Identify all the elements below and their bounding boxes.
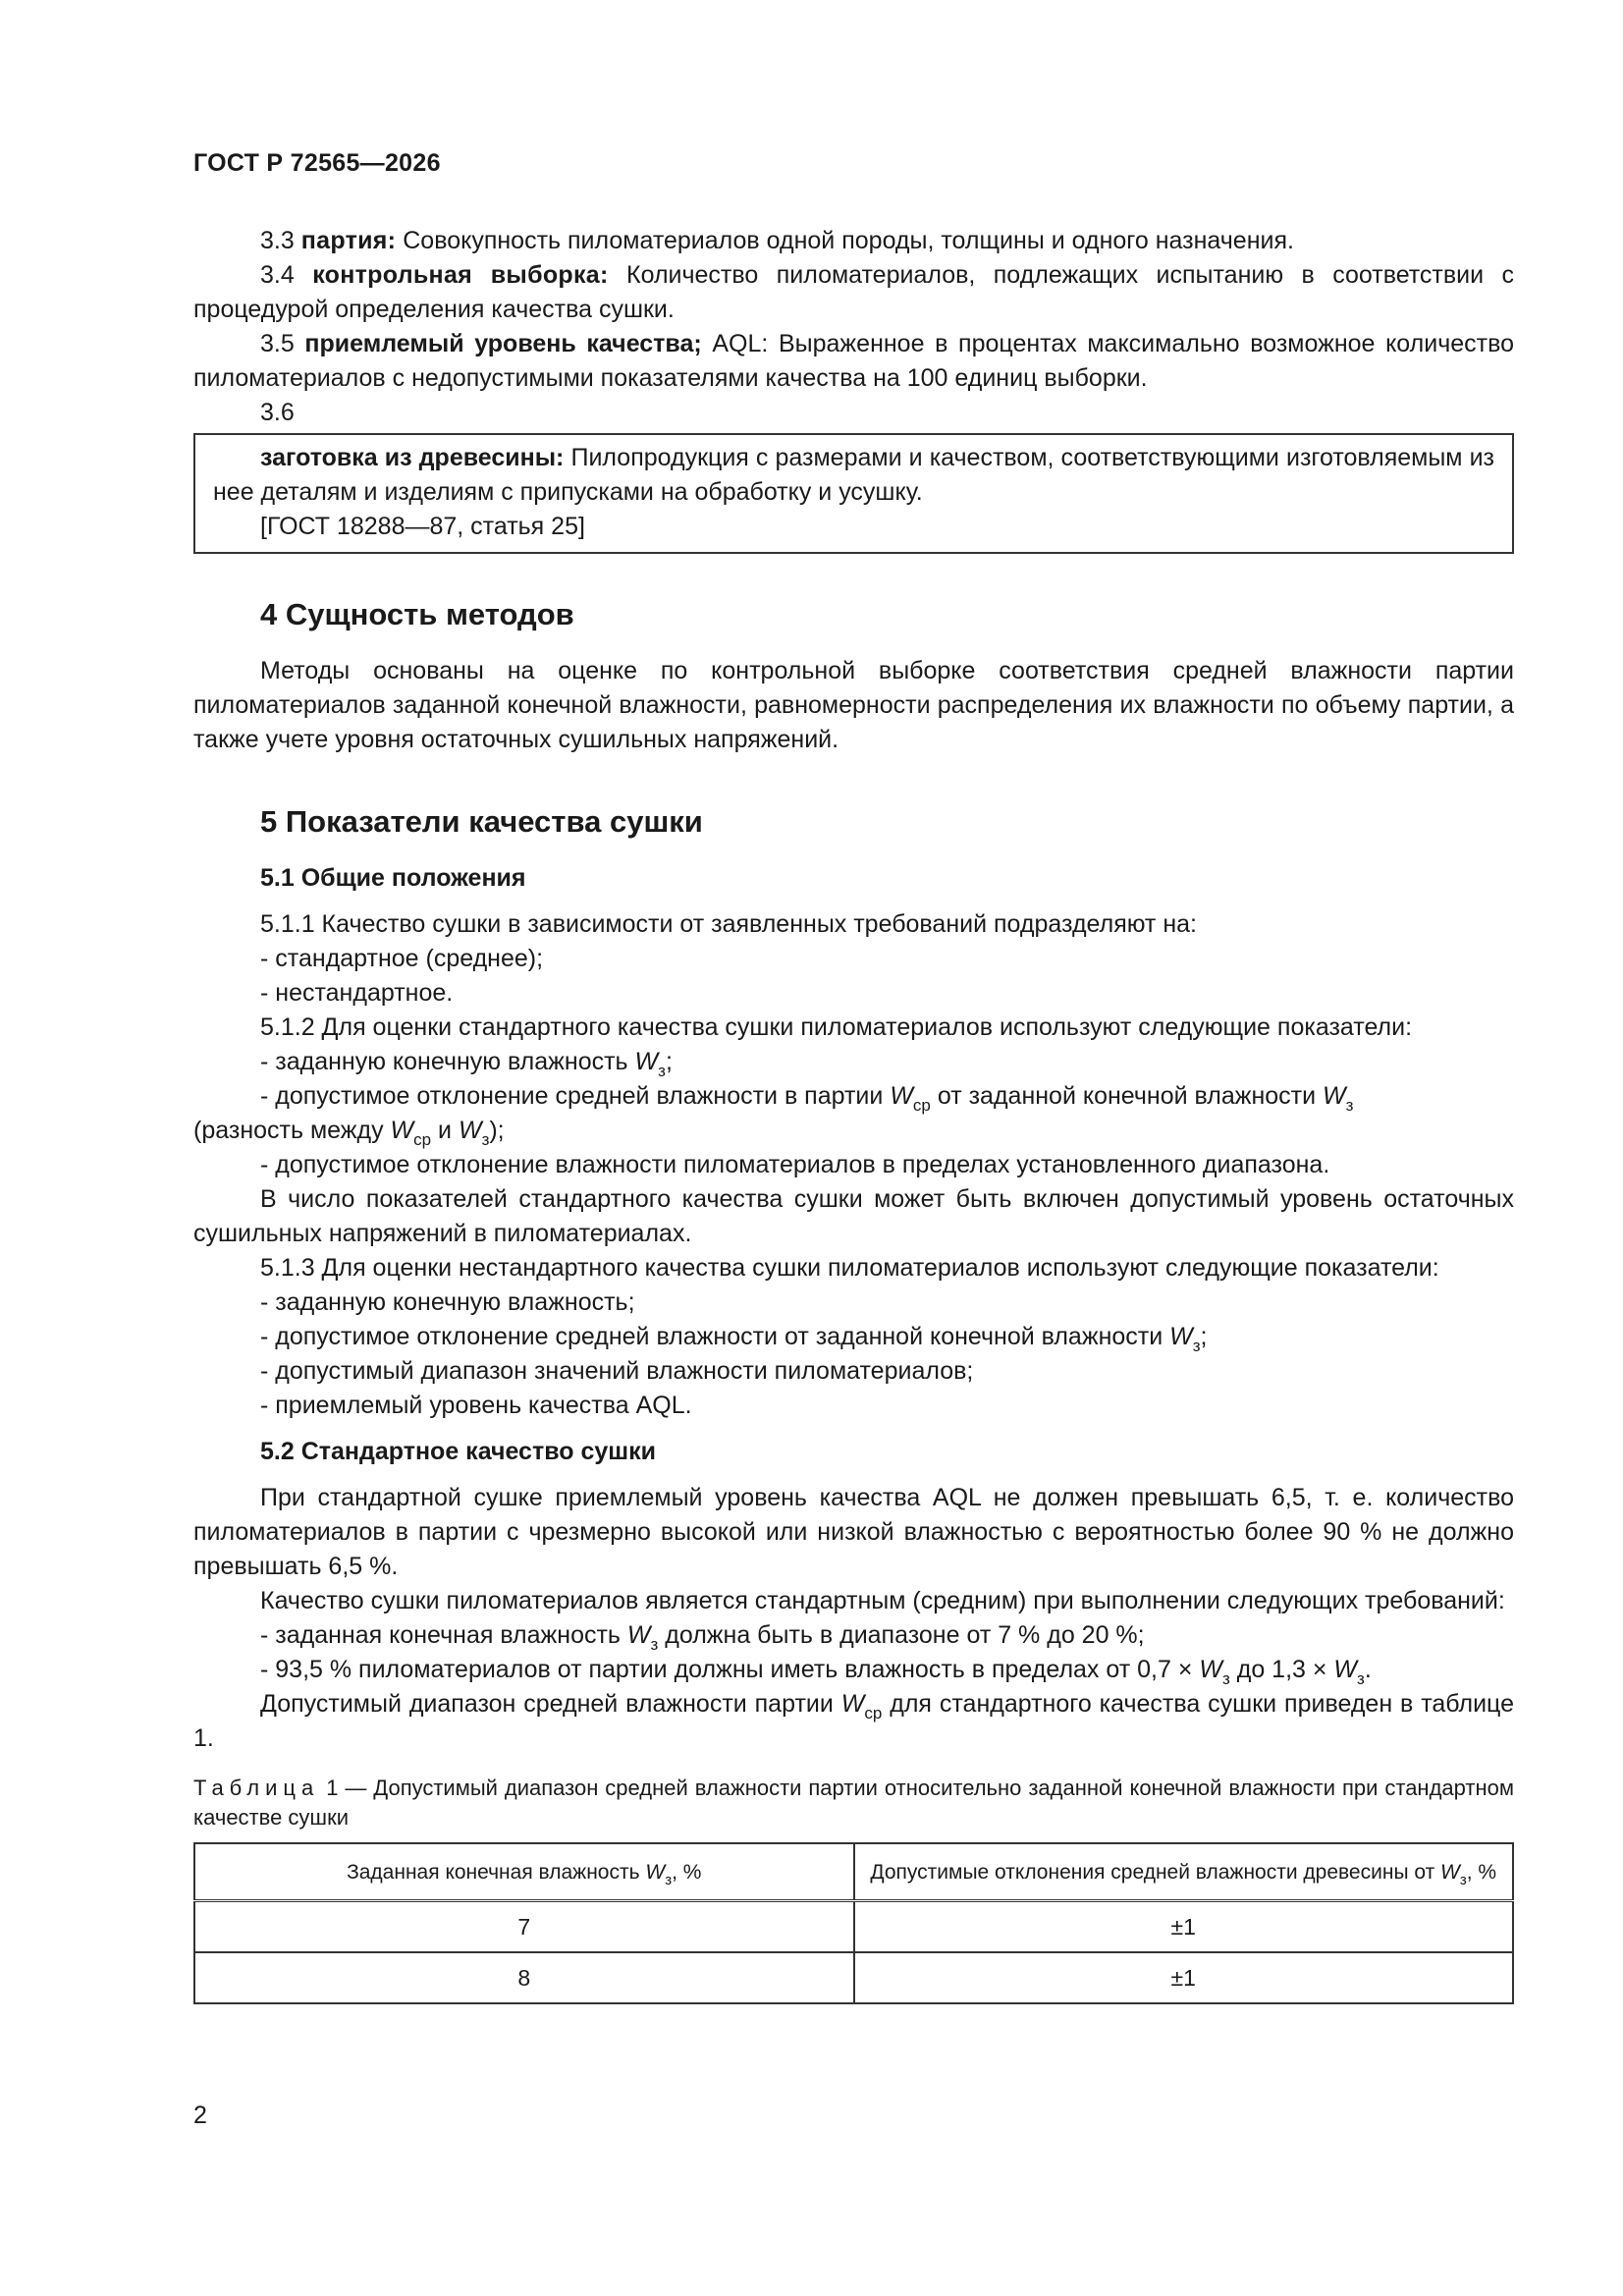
paragraph-5-2-aql: При стандартной сушке приемлемый уровень качества AQL не должен превышать 6,5, т. е. количество пиломатериалов в партии с чрезмерно высокой или низкой влажностью с вероятностью более 90 % не должно превышать 6,5 %. — [193, 1484, 1514, 1580]
term-number: 3.3 — [260, 227, 295, 254]
variable-w: W — [1440, 1860, 1460, 1884]
term-3-3 — [193, 224, 1514, 258]
variable-w: W — [458, 1117, 482, 1144]
page-number: 2 — [193, 2102, 207, 2129]
subscript: з — [1221, 1669, 1230, 1688]
term-abbreviation: AQL: — [712, 330, 769, 357]
punctuation: ; — [1200, 1323, 1208, 1350]
column-header-target-moisture — [194, 1843, 854, 1901]
header-text: Допустимые отклонения средней влажности древесины от — [870, 1860, 1441, 1884]
header-text: , % — [1466, 1860, 1497, 1884]
punctuation: ; — [665, 1048, 673, 1075]
variable-w: W — [1199, 1656, 1222, 1683]
list-item-text: до 1,3 × — [1229, 1656, 1334, 1683]
paragraph-5-2-table-ref — [193, 1687, 1514, 1756]
column-header-allowed-deviation — [854, 1843, 1514, 1901]
list-item-text: - допустимое отклонение средней влажности в партии — [260, 1082, 891, 1110]
list-item — [193, 1079, 1514, 1148]
cell-deviation: ±1 — [854, 1901, 1514, 1953]
list-item: - допустимый диапазон значений влажности пиломатериалов; — [260, 1357, 974, 1385]
list-item-text: должна быть в диапазоне от 7 % до 20 %; — [658, 1621, 1145, 1649]
subscript: з — [650, 1635, 659, 1654]
list-item-text: - заданную конечную влажность — [260, 1048, 635, 1075]
header-text: , % — [672, 1860, 702, 1884]
cell-moisture: 7 — [194, 1901, 854, 1953]
list-item — [193, 1618, 1514, 1653]
paragraph-5-1-1: 5.1.1 Качество сушки в зависимости от заявленных требований подразделяют на: — [260, 910, 1197, 938]
term-3-5 — [193, 327, 1514, 396]
list-item-text: - заданная конечная влажность — [260, 1621, 627, 1649]
variable-w: W — [1323, 1082, 1346, 1110]
term-name: приемлемый уровень качества; — [304, 330, 702, 357]
term-definition: Количество пиломатериалов, подлежащих испытанию в соответствии с процедурой определения качества сушки. — [193, 261, 1515, 323]
quoted-term-box — [193, 433, 1514, 554]
section-4-heading: 4 Сущность методов — [260, 597, 574, 631]
table-1-caption — [193, 1774, 1514, 1832]
list-item: - заданную конечную влажность; — [260, 1288, 635, 1316]
term-3-6-number: 3.6 — [260, 399, 295, 426]
subscript: з — [1192, 1337, 1201, 1355]
term-definition: Пилопродукция с размерами и качеством, соответствующими изготовляемым из нее деталям и изделиям с припусками на обработку и усушку. — [213, 444, 1494, 506]
list-item-text: и — [431, 1117, 459, 1144]
subscript: з — [481, 1130, 490, 1149]
paragraph-5-1-2-note: В число показателей стандартного качества сушки может быть включен допустимый уровень остаточных сушильных напряжений в пиломатериалах. — [193, 1185, 1514, 1247]
table-row — [194, 1952, 1513, 2003]
subsection-5-2-heading: 5.2 Стандартное качество сушки — [260, 1438, 656, 1465]
term-number: 3.4 — [260, 261, 295, 289]
term-3-6 — [213, 441, 1494, 510]
table-caption-label: Таблица — [193, 1776, 320, 1800]
list-item: - нестандартное. — [260, 979, 454, 1007]
punctuation: ); — [489, 1117, 505, 1144]
table-1 — [193, 1842, 1514, 2004]
list-item: - допустимое отклонение влажности пиломатериалов в пределах установленного диапазона. — [260, 1151, 1330, 1178]
cell-deviation: ±1 — [854, 1952, 1514, 2003]
cell-moisture: 8 — [194, 1952, 854, 2003]
table-header-row — [194, 1843, 1513, 1901]
variable-w: W — [390, 1117, 414, 1144]
variable-w: W — [1333, 1656, 1358, 1683]
list-item-text: от заданной конечной влажности — [930, 1082, 1324, 1110]
standard-code-header: ГОСТ Р 72565—2026 — [193, 149, 441, 177]
variable-w: W — [890, 1082, 913, 1110]
subscript: ср — [912, 1096, 931, 1115]
header-text: Заданная конечная влажность — [347, 1860, 646, 1884]
subscript: ср — [413, 1130, 432, 1149]
term-source-reference: [ГОСТ 18288—87, статья 25] — [260, 513, 585, 540]
list-item: - стандартное (среднее); — [260, 945, 544, 972]
paragraph-5-1-2: 5.1.2 Для оценки стандартного качества сушки пиломатериалов используют следующие показатели: — [260, 1013, 1413, 1041]
subscript: з — [665, 1871, 673, 1888]
list-item: - приемлемый уровень качества AQL. — [260, 1392, 692, 1419]
page-content — [193, 224, 1514, 2004]
table-caption-text: 1 — Допустимый диапазон средней влажности партии относительно заданной конечной влажности при стандартном качестве сушки — [193, 1776, 1514, 1830]
term-name: заготовка из древесины: — [260, 444, 565, 471]
paragraph-5-1-3: 5.1.3 Для оценки нестандартного качества сушки пиломатериалов используют следующие показатели: — [260, 1254, 1439, 1282]
list-item-text: (разность между — [193, 1117, 391, 1144]
list-item-text: - 93,5 % пиломатериалов от партии должны иметь влажность в пределах от 0,7 × — [260, 1656, 1200, 1683]
variable-w: W — [634, 1048, 659, 1075]
paragraph-text: для стандартного качества сушки приведен в таблице 1. — [193, 1690, 1514, 1752]
section-4-text: Методы основаны на оценке по контрольной выборке соответствия средней влажности партии пиломатериалов заданной конечной влажности, равномерности распределения их влажности по объему партии, а также учете уровня остаточных сушильных напряжений. — [193, 657, 1514, 753]
list-item — [193, 1653, 1514, 1687]
list-item-text: - допустимое отклонение средней влажности от заданной конечной влажности — [260, 1323, 1170, 1350]
subscript: з — [1459, 1871, 1467, 1888]
term-definition: Совокупность пиломатериалов одной породы, толщины и одного назначения. — [403, 227, 1294, 254]
paragraph-5-2-requirements: Качество сушки пиломатериалов является стандартным (средним) при выполнении следующих требований: — [260, 1587, 1505, 1614]
term-definition: Выраженное в процентах максимально возможное количество пиломатериалов с недопустимыми показателями качества на 100 единиц выборки. — [193, 330, 1514, 392]
variable-w: W — [840, 1690, 865, 1718]
subscript: з — [1357, 1669, 1365, 1688]
subscript: з — [658, 1062, 666, 1080]
subscript: ср — [864, 1704, 883, 1722]
term-name: контрольная выборка: — [312, 261, 609, 289]
term-number: 3.5 — [260, 330, 295, 357]
subscript: з — [1345, 1096, 1354, 1115]
list-item — [193, 1320, 1514, 1354]
section-5-heading: 5 Показатели качества сушки — [260, 804, 703, 839]
table-row — [194, 1901, 1513, 1953]
term-3-4 — [193, 258, 1514, 327]
paragraph-text: Допустимый диапазон средней влажности партии — [260, 1690, 841, 1718]
variable-w: W — [1169, 1323, 1193, 1350]
list-item — [193, 1045, 1514, 1079]
variable-w: W — [626, 1621, 651, 1649]
punctuation: . — [1364, 1656, 1372, 1683]
term-name: партия: — [300, 227, 397, 254]
subsection-5-1-heading: 5.1 Общие положения — [260, 864, 526, 892]
variable-w: W — [645, 1860, 666, 1884]
